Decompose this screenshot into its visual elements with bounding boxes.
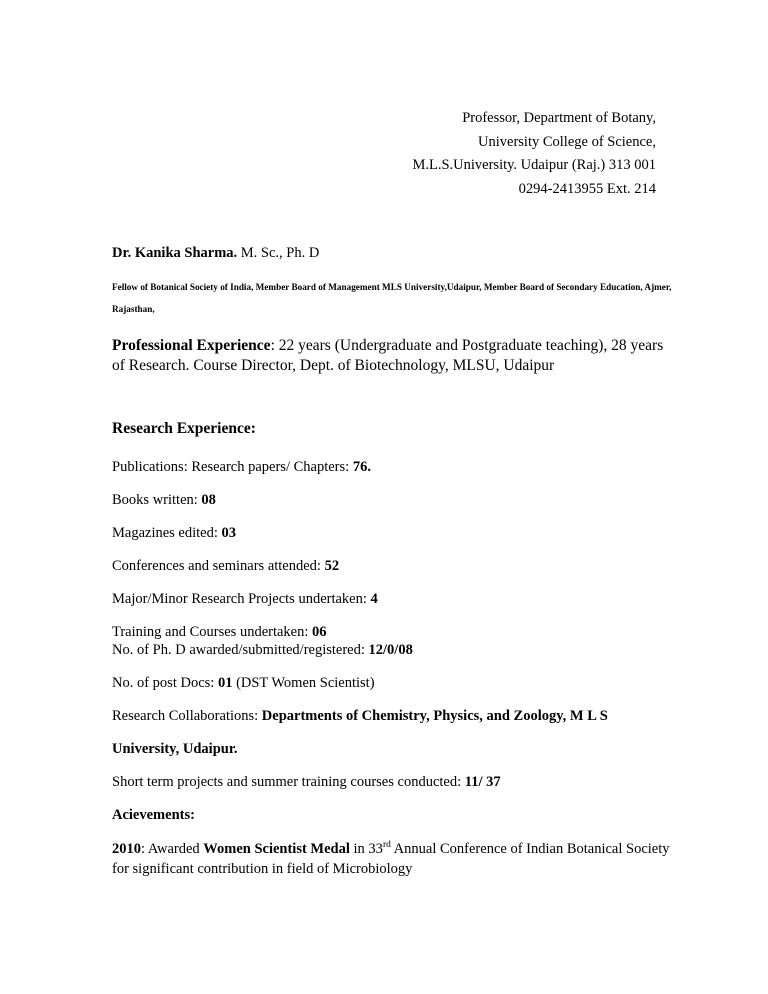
research-experience-heading <box>112 420 256 438</box>
short-term-label: Short term projects and summer training courses conducted: <box>112 774 465 790</box>
postdoc-label: No. of post Docs: <box>112 675 218 691</box>
fellowship-text: Fellow of Botanical Society of India, Member Board of Management MLS University,Udaipur, Member Board of Secondary Education, Ajmer, Rajasthan, <box>112 282 672 314</box>
achievements-heading-text: Acievements: <box>112 807 195 823</box>
magazines-line <box>112 525 236 542</box>
achievement-text-a: : Awarded <box>141 841 204 857</box>
achievements-heading <box>112 807 195 824</box>
collaborations-line <box>112 708 608 725</box>
achievement-award: Women Scientist Medal <box>203 841 350 857</box>
collaborations-line-2 <box>112 741 238 758</box>
short-term-line <box>112 774 501 791</box>
research-experience-heading-text: Research Experience: <box>112 420 256 437</box>
conferences-label: Conferences and seminars attended: <box>112 558 325 574</box>
phd-label: No. of Ph. D awarded/submitted/registered: <box>112 642 369 658</box>
person-degrees: M. Sc., Ph. D <box>237 245 320 261</box>
address-line-university: M.L.S.University. Udaipur (Raj.) 313 001 <box>412 157 656 173</box>
phd-value: 12/0/08 <box>368 642 413 658</box>
phd-line <box>112 642 413 659</box>
address-line-phone: 0294-2413955 Ext. 214 <box>518 180 656 197</box>
training-label: Training and Courses undertaken: <box>112 624 313 640</box>
professional-experience <box>112 336 672 375</box>
magazines-value: 03 <box>221 525 237 541</box>
conferences-value: 52 <box>324 558 340 574</box>
achievement-2010 <box>112 840 672 879</box>
conferences-line <box>112 558 339 575</box>
professional-experience-text: : 22 years (Undergraduate and Postgraduate teaching), 28 years of Research. Course Director, Dept. of Biotechnology, MLSU, Udaipur <box>112 337 664 374</box>
achievement-year: 2010 <box>112 841 141 857</box>
achievement-text-c: Annual Conference of Indian Botanical Society for significant contribution in field of Microbiology <box>112 841 670 877</box>
collaborations-value-continued: University, Udaipur. <box>112 741 238 757</box>
books-value: 08 <box>201 492 216 508</box>
publications-line <box>112 459 371 476</box>
projects-line <box>112 591 378 608</box>
magazines-label: Magazines edited: <box>112 525 222 541</box>
address-line-department: Professor, Department of Botany, <box>462 110 656 126</box>
achievement-ordinal-suffix: rd <box>382 840 391 851</box>
short-term-value: 11/ 37 <box>464 774 501 790</box>
collaborations-value: Departments of Chemistry, Physics, and Zoology, M L S <box>261 708 608 724</box>
address-line-college: University College of Science, <box>478 133 656 150</box>
collaborations-label: Research Collaborations: <box>112 708 262 724</box>
postdoc-line <box>112 675 375 692</box>
training-line <box>112 624 327 641</box>
training-value: 06 <box>312 624 327 640</box>
publications-label: Publications: Research papers/ Chapters: <box>112 459 353 475</box>
publications-value: 76. <box>352 459 371 475</box>
person-name: Dr. Kanika Sharma. <box>112 245 238 261</box>
address-block <box>412 107 656 201</box>
postdoc-value: 01 <box>217 675 233 691</box>
books-label: Books written: <box>112 492 202 508</box>
professional-experience-label: Professional Experience <box>112 337 271 354</box>
postdoc-note: (DST Women Scientist) <box>232 675 375 691</box>
achievement-text-b: in 33 <box>349 841 383 857</box>
projects-value: 4 <box>370 591 378 607</box>
person-name-line <box>112 245 319 262</box>
projects-label: Major/Minor Research Projects undertaken: <box>112 591 371 607</box>
books-line <box>112 492 216 509</box>
